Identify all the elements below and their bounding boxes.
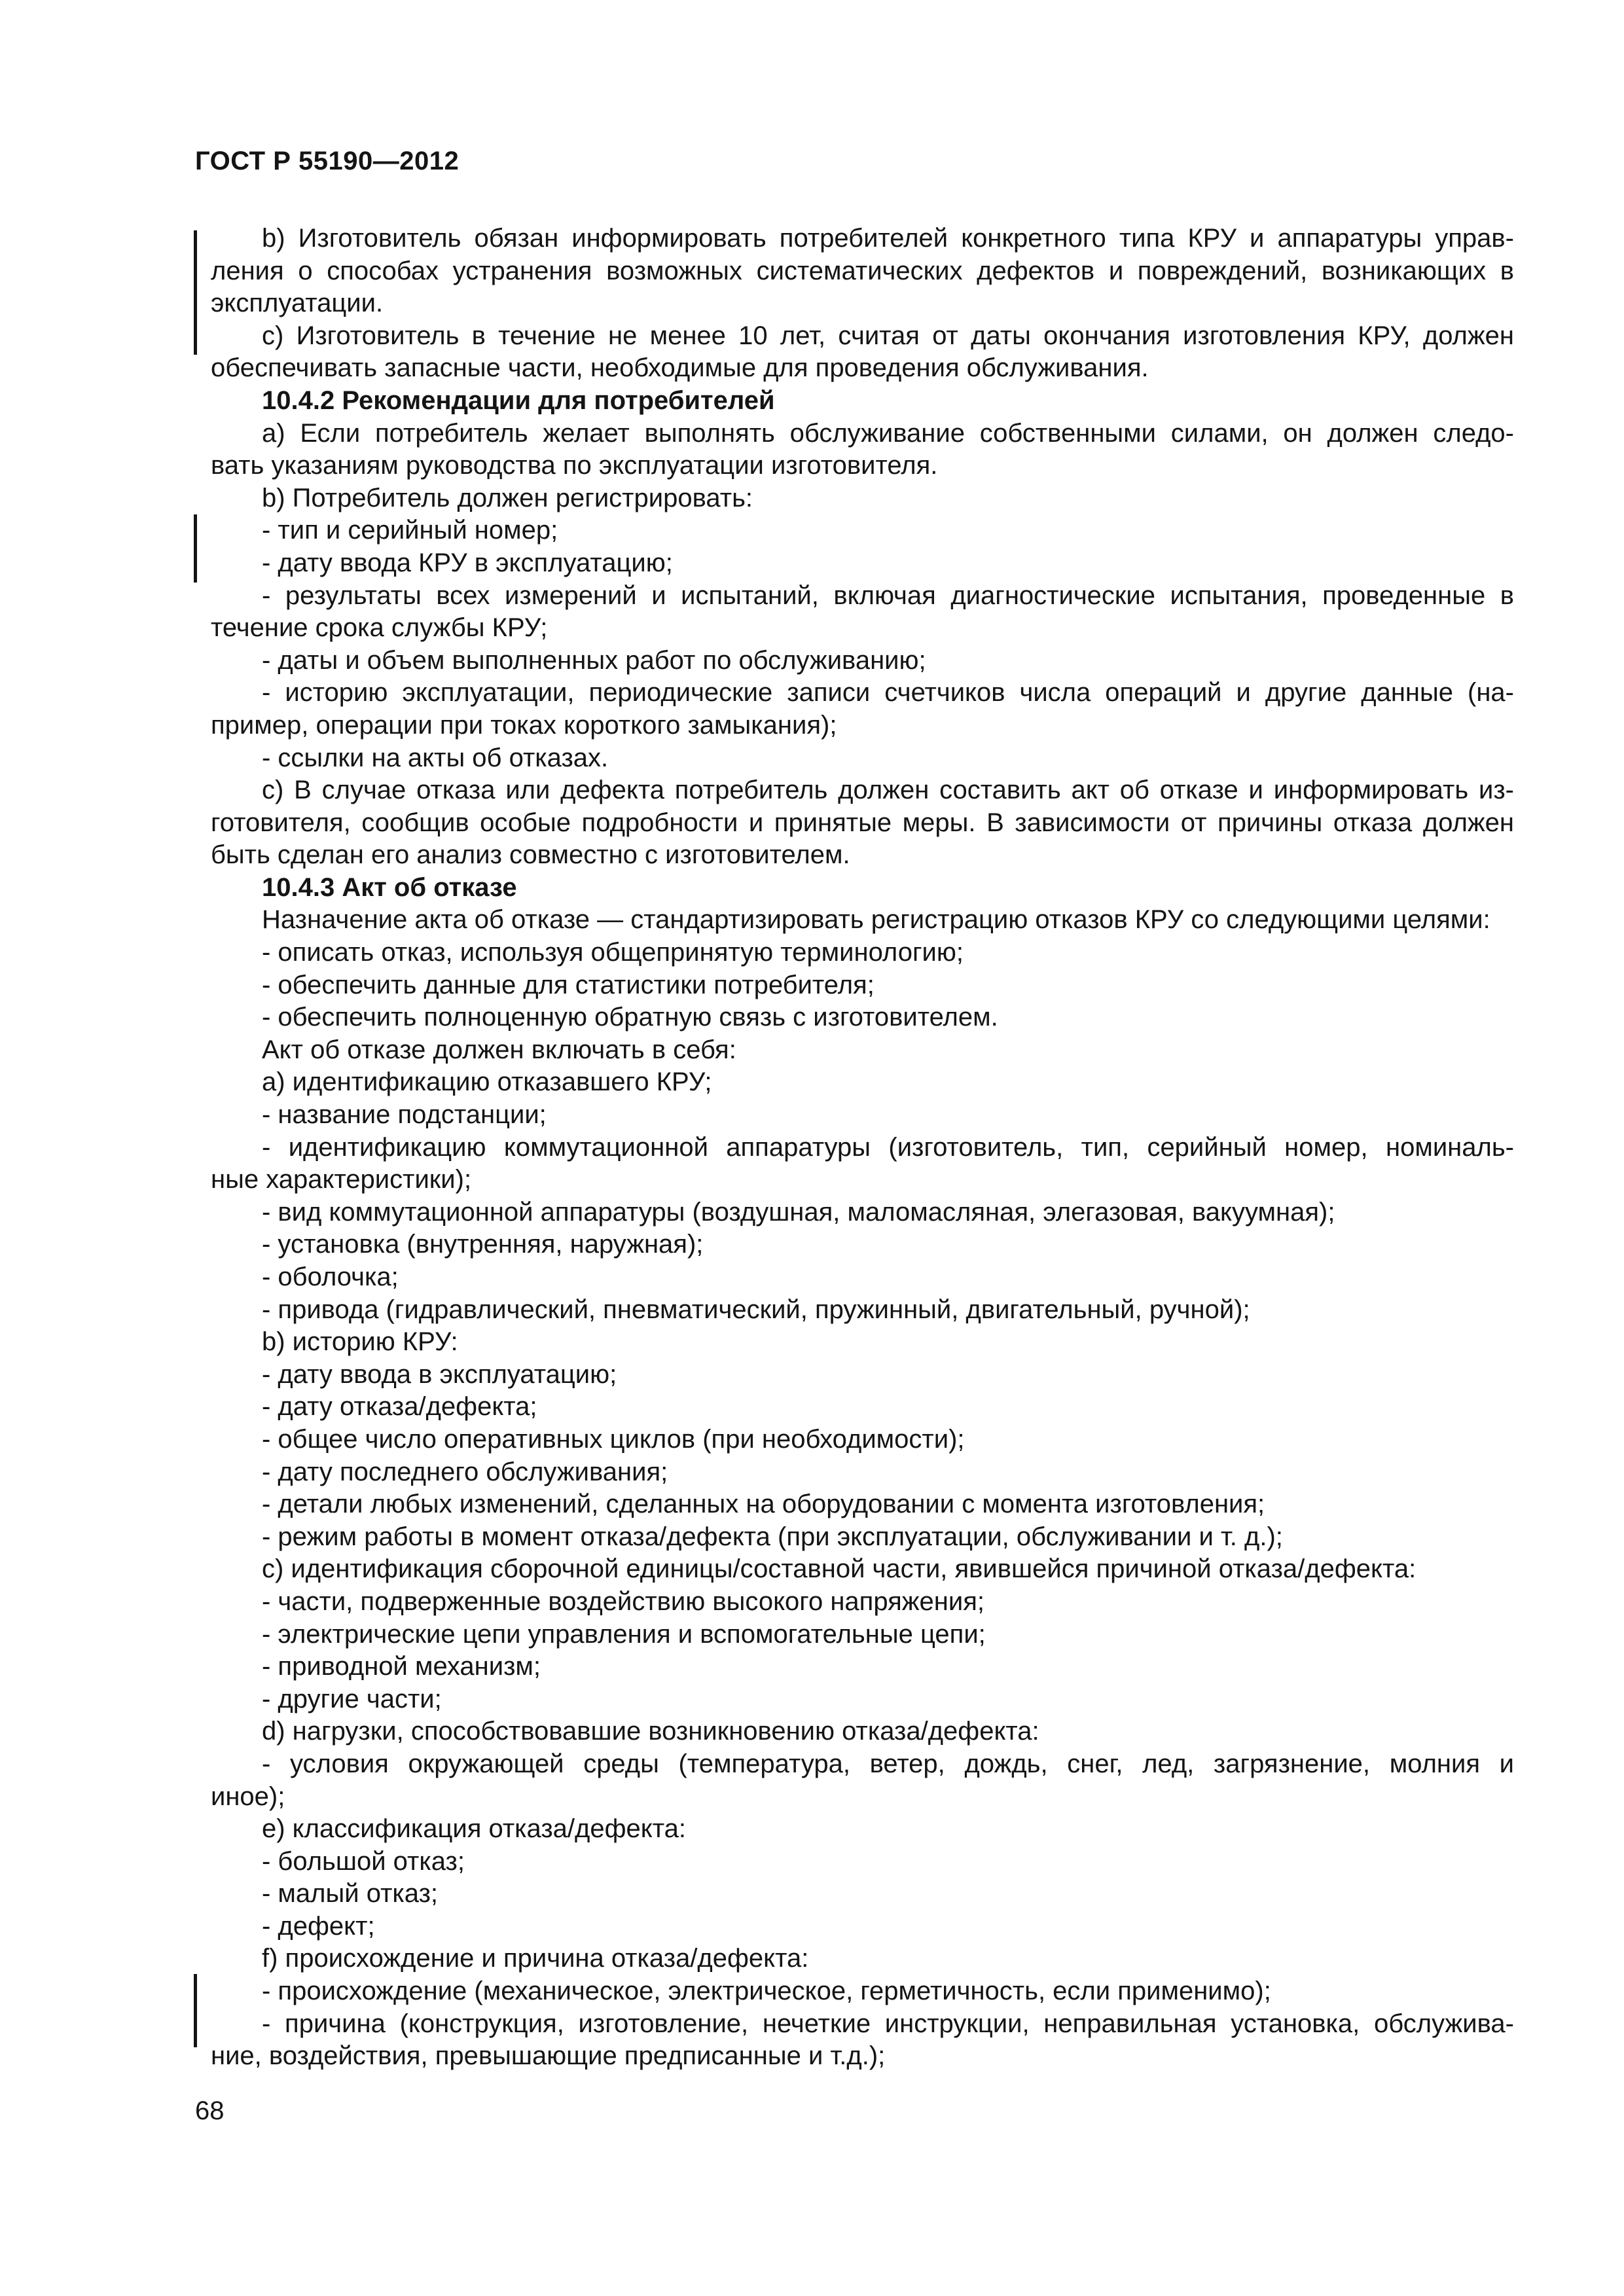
text-line: пример, операции при токах короткого замыкания); — [211, 710, 837, 740]
list-item: - дату последнего обслуживания; — [262, 1457, 668, 1486]
text-line: a) Если потребитель желает выполнять обслуживание собственными силами, он должен следо- — [262, 418, 1514, 448]
list-item: - обеспечить данные для статистики потребителя; — [262, 970, 875, 999]
section-heading: 10.4.2 Рекомендации для потребителей — [262, 386, 775, 415]
text-line: иное); — [211, 1782, 285, 1811]
document-code-header: ГОСТ Р 55190—2012 — [195, 147, 460, 175]
section-heading: 10.4.3 Акт об отказе — [262, 872, 517, 902]
text-line: обеспечивать запасные части, необходимые для проведения обслуживания. — [211, 353, 1149, 383]
list-item: - общее число оперативных циклов (при необходимости); — [262, 1424, 965, 1454]
list-item: - обеспечить полноценную обратную связь с изготовителем. — [262, 1003, 998, 1032]
list-item: - дату ввода КРУ в эксплуатацию; — [262, 548, 673, 577]
body-text — [211, 223, 1514, 2073]
list-item: - дату ввода в эксплуатацию; — [262, 1359, 617, 1389]
list-item: - детали любых изменений, сделанных на оборудовании с момента изготовления; — [262, 1490, 1265, 1519]
text-line: c) В случае отказа или дефекта потребитель должен составить акт об отказе и информировать из- — [262, 776, 1514, 805]
list-item: - причина (конструкция, изготовление, нечеткие инструкции, неправильная установка, обслужива- — [262, 2009, 1514, 2038]
list-item: - результаты всех измерений и испытаний, включая диагностические испытания, проведенные в — [262, 581, 1514, 610]
list-item: - привода (гидравлический, пневматический, пружинный, двигательный, ручной); — [262, 1295, 1250, 1324]
text-line: Назначение акта об отказе — стандартизировать регистрацию отказов КРУ со следующими целями: — [262, 905, 1490, 935]
text-line: d) нагрузки, способствовавшие возникновению отказа/дефекта: — [262, 1717, 1039, 1746]
text-line: ние, воздействия, превышающие предписанные и т.д.); — [211, 2041, 886, 2071]
text-line: течение срока службы КРУ; — [211, 613, 548, 643]
list-item: - название подстанции; — [262, 1100, 547, 1130]
text-line: e) классификация отказа/дефекта: — [262, 1814, 686, 1844]
text-line: b) Потребитель должен регистрировать: — [262, 483, 753, 512]
list-item: - тип и серийный номер; — [262, 516, 558, 545]
list-item: - оболочка; — [262, 1263, 399, 1291]
text-line: ные характеристики); — [211, 1165, 472, 1194]
list-item: - установка (внутренняя, наружная); — [262, 1230, 704, 1259]
change-bar-top — [194, 230, 197, 355]
page-number: 68 — [195, 2096, 225, 2125]
list-item: - режим работы в момент отказа/дефекта (при эксплуатации, обслуживании и т. д.); — [262, 1522, 1283, 1551]
list-item: - электрические цепи управления и вспомогательные цепи; — [262, 1619, 986, 1649]
text-line: готовителя, сообщив особые подробности и принятые меры. В зависимости от причины отказа должен — [211, 808, 1514, 837]
change-bar-middle — [194, 514, 197, 583]
list-item: - идентификацию коммутационной аппаратуры (изготовитель, тип, серийный номер, номиналь- — [262, 1132, 1514, 1162]
text-line: эксплуатации. — [211, 289, 384, 318]
text-line: вать указаниям руководства по эксплуатации изготовителя. — [211, 451, 938, 480]
text-line: c) Изготовитель в течение не менее 10 лет, считая от даты окончания изготовления КРУ, должен — [262, 321, 1514, 350]
list-item: - происхождение (механическое, электрическое, герметичность, если применимо); — [262, 1977, 1271, 2006]
list-item: - даты и объем выполненных работ по обслуживанию; — [262, 645, 926, 675]
list-item: - части, подверженные воздействию высокого напряжения; — [262, 1587, 985, 1616]
text-line: a) идентификацию отказавшего КРУ; — [262, 1067, 712, 1097]
text-line: b) Изготовитель обязан информировать потребителей конкретного типа КРУ и аппаратуры управ- — [262, 224, 1514, 253]
text-line: быть сделан его анализ совместно с изготовителем. — [211, 840, 850, 870]
list-item: - другие части; — [262, 1684, 442, 1713]
text-line: f) происхождение и причина отказа/дефекта: — [262, 1944, 809, 1973]
list-item: - дату отказа/дефекта; — [262, 1392, 537, 1422]
text-line: Акт об отказе должен включать в себя: — [262, 1035, 736, 1064]
list-item: - условия окружающей среды (температура, ветер, дождь, снег, лед, загрязнение, молния и — [262, 1749, 1514, 1778]
list-item: - вид коммутационной аппаратуры (воздушная, маломасляная, элегазовая, вакуумная); — [262, 1197, 1335, 1227]
list-item: - малый отказ; — [262, 1879, 439, 1909]
list-item: - ссылки на акты об отказах. — [262, 743, 609, 772]
text-line: b) историю КРУ: — [262, 1327, 458, 1357]
list-item: - описать отказ, используя общепринятую терминологию; — [262, 938, 964, 967]
text-line: c) идентификация сборочной единицы/составной части, явившейся причиной отказа/дефекта: — [262, 1554, 1416, 1584]
text-line: ления о способах устранения возможных систематических дефектов и повреждений, возникающих в — [211, 256, 1514, 285]
change-bar-bottom — [194, 1974, 197, 2047]
list-item: - большой отказ; — [262, 1846, 465, 1876]
list-item: - дефект; — [262, 1911, 375, 1941]
list-item: - приводной механизм; — [262, 1652, 541, 1681]
list-item: - историю эксплуатации, периодические записи счетчиков числа операций и другие данные (на- — [262, 678, 1514, 708]
